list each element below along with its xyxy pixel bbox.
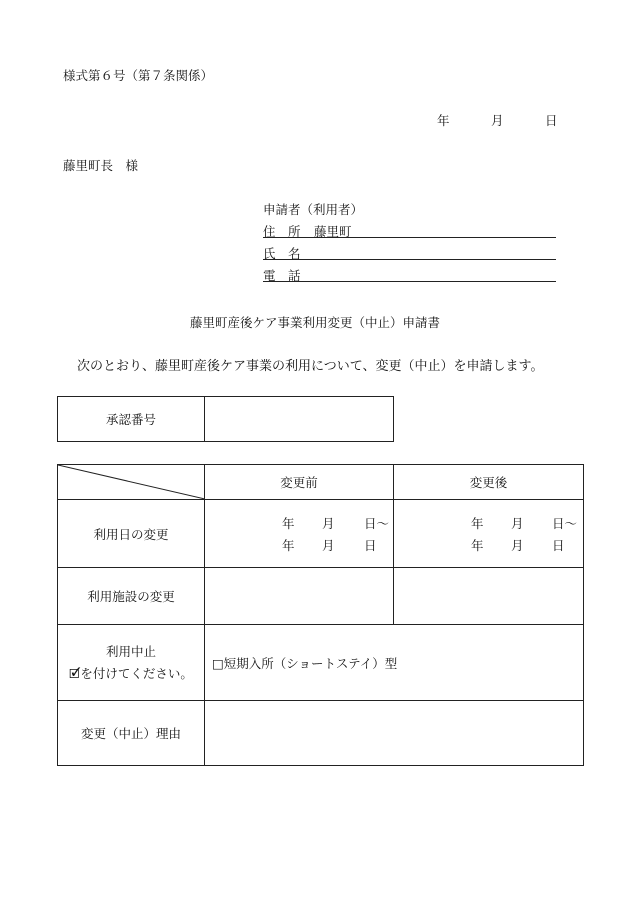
cancel-label-line1: 利用中止: [105, 643, 156, 659]
date-month-label: 月: [491, 113, 504, 128]
form-id: 様式第６号（第７条関係）: [63, 68, 214, 83]
col-before-header: 変更前: [205, 465, 394, 500]
col-after-header: 変更後: [394, 465, 584, 500]
address-value: 藤里町: [314, 224, 352, 239]
reason-field[interactable]: [205, 701, 584, 766]
after-to-month: 月: [511, 538, 524, 553]
row-label-facility-change: 利用施設の変更: [58, 568, 205, 625]
before-from-year: 年: [282, 516, 295, 531]
cancel-option-cell[interactable]: [205, 625, 584, 701]
addressee: 藤里町長 様: [63, 158, 139, 173]
after-to-day: 日: [552, 538, 565, 553]
date-year-label: 年: [437, 113, 450, 128]
date-after-cell[interactable]: [394, 500, 584, 568]
change-table: [57, 464, 584, 766]
row-label-date-change: 利用日の変更: [58, 500, 205, 568]
document-title: 藤里町産後ケア事業利用変更（中止）申請書: [189, 315, 440, 330]
phone-underline: [263, 281, 556, 282]
date-before-cell[interactable]: [205, 500, 394, 568]
before-from-month: 月: [322, 516, 335, 531]
intro-text: 次のとおり、藤里町産後ケア事業の利用について、変更（中止）を申請します。: [77, 359, 544, 374]
approval-table: [57, 396, 394, 442]
before-to-month: 月: [322, 538, 335, 553]
diagonal-header-cell: [58, 465, 205, 500]
before-from-day: 日〜: [364, 516, 390, 531]
address-underline: [263, 237, 556, 238]
table-header-row: [58, 465, 584, 500]
after-from-month: 月: [511, 516, 524, 531]
applicant-title: 申請者（利用者）: [263, 202, 364, 217]
table-row: [58, 625, 584, 701]
short-stay-checkbox[interactable]: □短期入所（ショートステイ）型: [212, 655, 398, 671]
approval-label: 承認番号: [58, 397, 205, 442]
table-row: [58, 500, 584, 568]
diagonal-line: [58, 465, 205, 499]
after-to-year: 年: [471, 538, 484, 553]
date-day-label: 日: [545, 113, 558, 128]
table-row: [58, 568, 584, 625]
facility-before-cell[interactable]: [205, 568, 394, 625]
phone-label: 電 話: [263, 268, 301, 283]
row-label-reason: 変更（中止）理由: [58, 701, 205, 766]
cancel-label-line2: 🗹を付けてください。: [69, 665, 193, 681]
facility-after-cell[interactable]: [394, 568, 584, 625]
approval-number-field[interactable]: [205, 397, 394, 442]
name-underline: [263, 259, 556, 260]
table-row: [58, 701, 584, 766]
row-label-cancel: [58, 625, 205, 701]
address-label: 住 所: [263, 224, 301, 239]
name-label: 氏 名: [263, 246, 301, 261]
after-from-year: 年: [471, 516, 484, 531]
after-from-day: 日〜: [552, 516, 578, 531]
before-to-year: 年: [282, 538, 295, 553]
before-to-day: 日: [364, 538, 377, 553]
